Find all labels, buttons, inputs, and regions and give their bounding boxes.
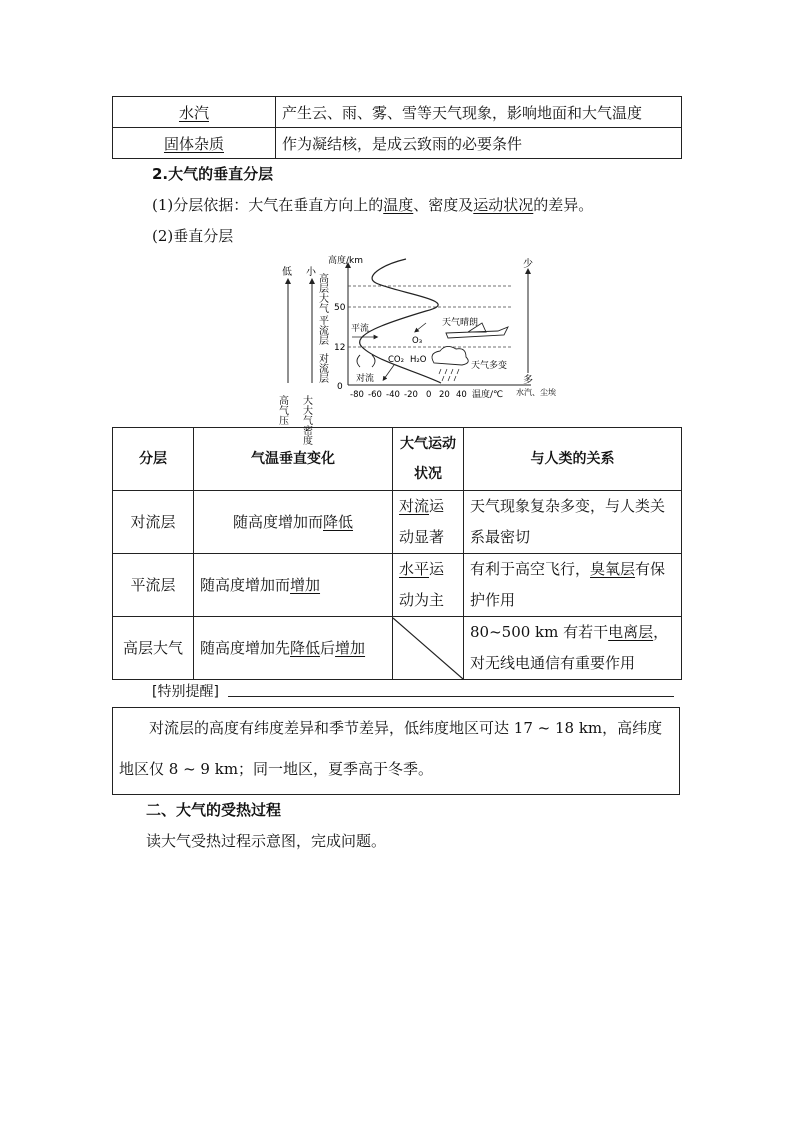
x-axis-label: 温度/℃	[472, 390, 504, 400]
x-tick: -60	[368, 390, 382, 400]
cell-temp	[194, 617, 393, 680]
label-duiliu: 对流	[356, 374, 375, 384]
temp-underlined: 降低	[323, 512, 354, 531]
relation-text: 有保护作用	[470, 560, 666, 609]
arrow	[416, 323, 426, 331]
cell-temp	[194, 491, 393, 554]
motion-underlined: 对流	[399, 497, 430, 515]
table-row	[113, 554, 682, 617]
cell-relation: 天气现象复杂多变，与人类关系最密切	[464, 491, 682, 554]
x-tick: 20	[439, 390, 450, 400]
table-header-row	[113, 428, 682, 491]
motion-text: 运动为主	[399, 560, 445, 609]
temp-underlined: 增加	[290, 575, 321, 594]
temp-text: 后	[320, 638, 336, 657]
table-row	[113, 128, 682, 159]
item-1-u2: 运动状况	[473, 196, 534, 214]
cell-name: 固体杂质	[113, 128, 276, 159]
left-top-label: 低	[282, 267, 292, 278]
convection-arrows	[357, 355, 375, 367]
cell-layer: 平流层	[113, 554, 194, 617]
cell-motion-empty	[393, 617, 464, 680]
composition-table	[112, 96, 682, 159]
temp-text: 随高度增加先	[200, 638, 291, 657]
layer-upper: 高层大气	[316, 273, 328, 313]
label-co2: CO₂	[388, 355, 405, 365]
right-bottom-label-2: 水汽、尘埃	[516, 388, 556, 397]
arrow	[384, 365, 394, 379]
cell-name: 水汽	[113, 97, 276, 128]
y-tick-0: 0	[337, 382, 343, 392]
section-heading: 二、大气的受热过程	[146, 801, 282, 819]
header-relation: 与人类的关系	[464, 428, 682, 491]
motion-text: 运动显著	[399, 497, 445, 546]
label-variable: 天气多变	[471, 361, 508, 371]
diagonal-slash	[393, 618, 463, 679]
x-tick: -40	[386, 390, 400, 400]
right-bottom-label: 多	[523, 375, 533, 386]
temp-underlined: 增加	[335, 638, 366, 657]
relation-underlined: 臭氧层	[590, 560, 636, 578]
cell-relation	[464, 617, 682, 680]
item-1-mid: 、密度及	[413, 196, 474, 214]
cell-motion	[393, 554, 464, 617]
table-row	[113, 617, 682, 680]
temp-text: 随高度增加而	[232, 512, 323, 531]
y-axis-label: 高度/km	[328, 256, 364, 266]
cell-temp	[194, 554, 393, 617]
x-tick: -20	[404, 390, 418, 400]
y-tick-50: 50	[334, 303, 346, 313]
section-intro: 读大气受热过程示意图，完成问题。	[146, 832, 387, 850]
item-1-suffix: 的差异。	[533, 196, 594, 214]
relation-text: 有利于高空飞行，	[470, 560, 591, 578]
relation-text: ，对无线电通信有重要作用	[470, 623, 669, 672]
item-2: (2)垂直分层	[152, 227, 234, 245]
header-motion: 大气运动状况	[393, 428, 464, 491]
relation-text: 80~500 km 有若干	[470, 623, 609, 641]
layers-table	[112, 427, 682, 680]
x-ticks	[350, 390, 467, 400]
cell-relation	[464, 554, 682, 617]
temp-text: 随高度增加而	[200, 575, 291, 594]
section-2-title: 2.大气的垂直分层	[152, 165, 274, 183]
header-layer: 分层	[113, 428, 194, 491]
label-h2o: H₂O	[410, 355, 427, 365]
temp-underlined: 降低	[290, 638, 321, 657]
table-row	[113, 97, 682, 128]
header-temp: 气温垂直变化	[194, 428, 393, 491]
item-1-u1: 温度	[383, 196, 414, 214]
layer-troposphere: 对流层	[316, 353, 328, 383]
layer-stratosphere: 平流层	[316, 315, 328, 345]
tip-title: [特别提醒]	[152, 684, 219, 700]
right-top-label: 少	[523, 259, 533, 270]
x-tick: -80	[350, 390, 364, 400]
relation-underlined: 电离层	[608, 623, 654, 641]
cell-motion	[393, 491, 464, 554]
mid-top-label: 小	[306, 267, 316, 278]
mid-bottom-label: 大大气密度	[300, 395, 312, 445]
table-row	[113, 491, 682, 554]
left-bottom-label: 高气压	[276, 395, 288, 425]
atmosphere-layers-diagram	[276, 253, 556, 445]
x-tick: 40	[456, 390, 467, 400]
cell-layer: 对流层	[113, 491, 194, 554]
cell-desc: 作为凝结核，是成云致雨的必要条件	[276, 128, 682, 159]
x-tick: 0	[426, 390, 432, 400]
label-sunny: 天气晴朗	[442, 318, 479, 328]
item-1	[152, 194, 593, 215]
y-tick-12: 12	[334, 343, 346, 353]
cell-desc: 产生云、雨、雾、雪等天气现象，影响地面和大气温度	[276, 97, 682, 128]
tip-box: 对流层的高度有纬度差异和季节差异，低纬度地区可达 17 ~ 18 km，高纬度地区仅 8 ~ 9 km；同一地区，夏季高于冬季。	[112, 707, 680, 795]
cloud-icon	[432, 346, 468, 381]
tip-divider	[228, 696, 674, 697]
label-o3: O₃	[412, 336, 423, 346]
item-1-prefix: (1)分层依据：大气在垂直方向上的	[152, 196, 384, 214]
cell-layer: 高层大气	[113, 617, 194, 680]
motion-underlined: 水平	[399, 560, 430, 578]
label-pingliu: 平流	[351, 324, 370, 334]
